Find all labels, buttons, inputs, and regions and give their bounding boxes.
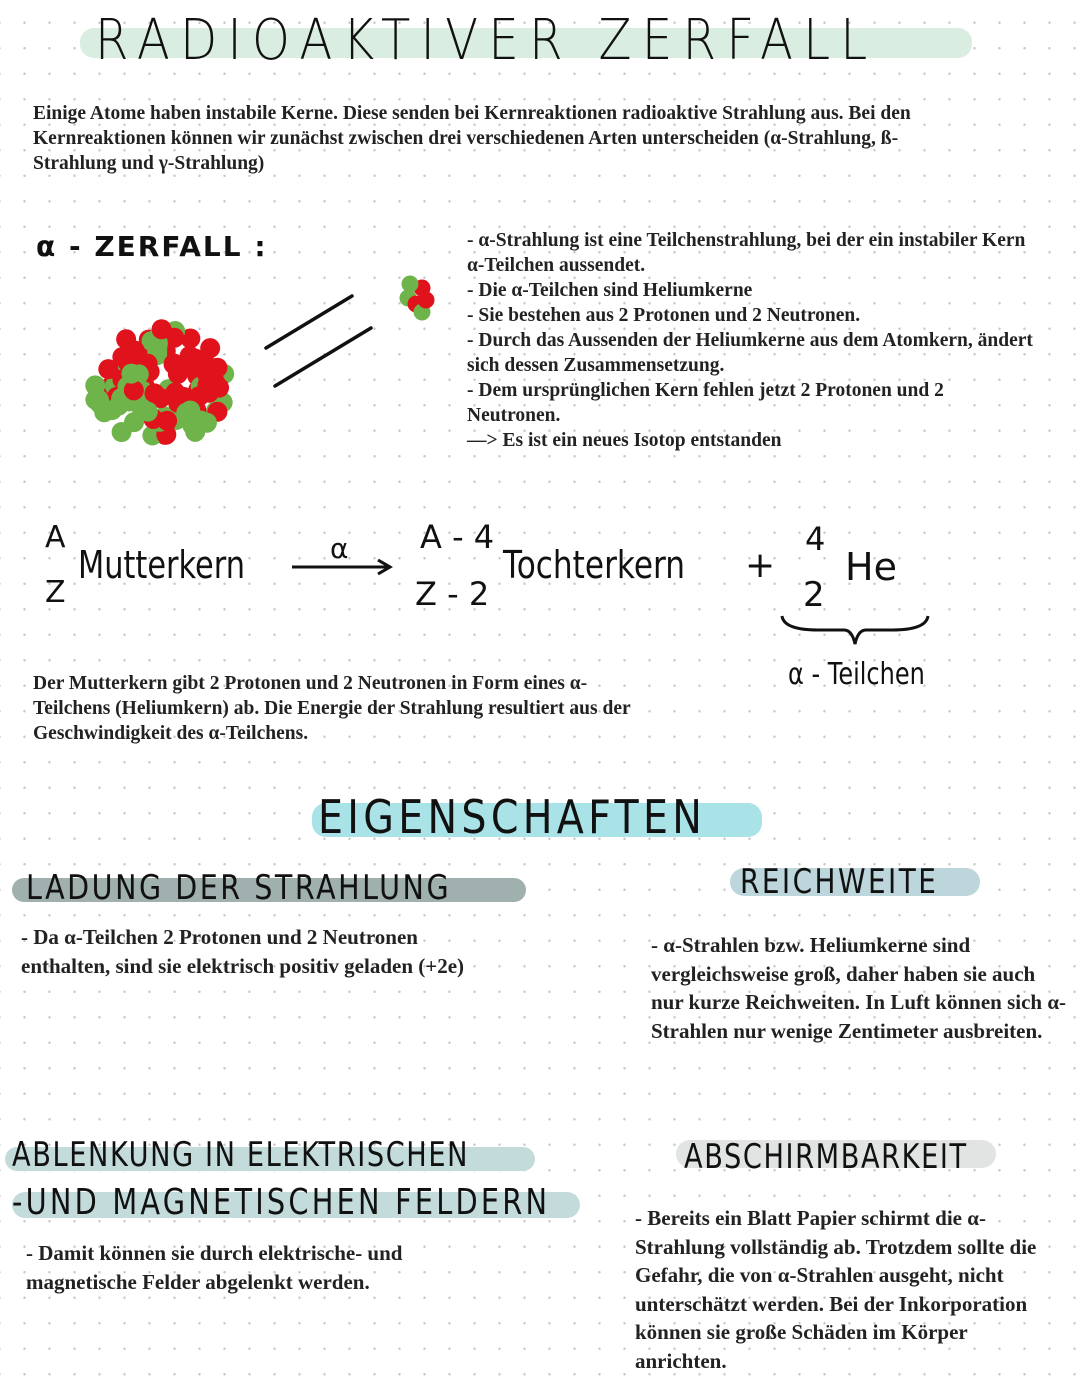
deflection-heading-line1: ABLENKUNG IN ELEKTRISCHEN xyxy=(12,1135,470,1175)
bullet: - Die α-Teilchen sind Heliumkerne xyxy=(467,280,753,301)
proton xyxy=(138,402,158,422)
arrow-label: α xyxy=(330,532,349,565)
properties-heading: EIGENSCHAFTEN xyxy=(318,790,707,844)
helium: He xyxy=(845,545,897,589)
range-heading: REICHWEITE xyxy=(740,862,939,902)
charge-heading: LADUNG DER STRAHLUNG xyxy=(26,868,452,908)
daughter-atomic-number: Z - 2 xyxy=(415,575,490,613)
deflection-text: - Damit können sie durch elektrische- und magnetische Felder abgelenkt werden. xyxy=(26,1241,403,1294)
proton xyxy=(125,341,145,361)
motion-line xyxy=(275,328,371,386)
plus-sign: + xyxy=(745,545,776,586)
proton xyxy=(185,422,205,442)
charge-text: - Da α-Teilchen 2 Protonen und 2 Neutronen enthalten, sind sie elektrisch positiv geladen (+2e) xyxy=(21,925,465,978)
alpha-particle-nucleon xyxy=(402,276,419,293)
proton xyxy=(94,402,114,422)
deflection-heading-line2: -UND MAGNETISCHEN FELDERN xyxy=(12,1182,551,1223)
shielding-text: - Bereits ein Blatt Papier schirmt die α-Strahlung vollständig ab. Trotzdem sollte die Gefahr, die von α-Strahlen ausgeht, nicht unterschätzt werden. Bei der Inkorporation können sie große Schäden im Körper anrichten. xyxy=(635,1206,1037,1373)
nucleus-illustration xyxy=(70,260,460,470)
motion-line xyxy=(266,296,352,348)
daughter-mass-number: A - 4 xyxy=(420,518,495,556)
bullet: - Durch das Aussenden der Heliumkerne aus dem Atomkern, ändert sich dessen Zusammensetzung. xyxy=(467,330,1033,376)
neutron xyxy=(180,353,200,373)
arrow-icon xyxy=(290,558,394,578)
alpha-heading: α - ZERFALL : xyxy=(36,230,268,263)
mother-mass-number: A xyxy=(45,520,66,555)
page-title: RADIOAKTIVER ZERFALL xyxy=(95,8,878,73)
he-mass-number: 4 xyxy=(805,520,826,558)
alpha-bullets xyxy=(467,228,1037,453)
neutron xyxy=(152,319,172,339)
range-text: - α-Strahlen bzw. Heliumkerne sind vergleichsweise groß, daher haben sie auch nur kurze Reichweiten. In Luft können sich α-Strahlen nur wenige Zentimeter ausbreiten. xyxy=(651,933,1067,1043)
neutron xyxy=(200,338,220,358)
alpha-particle-nucleon xyxy=(418,292,435,309)
bullet: - Sie bestehen aus 2 Protonen und 2 Neutronen. xyxy=(467,305,861,326)
proton xyxy=(204,376,224,396)
brace-icon xyxy=(778,612,933,648)
neutron xyxy=(121,364,141,384)
he-atomic-number: 2 xyxy=(803,575,825,615)
bullet: —> Es ist ein neues Isotop entstanden xyxy=(467,430,782,451)
mother-atomic-number: Z xyxy=(45,575,66,610)
daughter-nucleus: Tochterkern xyxy=(503,543,686,587)
equation-explanation: Der Mutterkern gibt 2 Protonen und 2 Neutronen in Form eines α-Teilchens (Heliumkern) ab. Die Energie der Strahlung resultiert aus der Geschwindigkeit des α-Teilchens. xyxy=(33,673,631,744)
bullet: - Dem ursprünglichen Kern fehlen jetzt 2 Protonen und 2 Neutronen. xyxy=(467,380,944,426)
shielding-heading: ABSCHIRMBARKEIT xyxy=(684,1137,968,1177)
mother-nucleus: Mutterkern xyxy=(78,543,245,587)
proton xyxy=(176,403,196,423)
intro-text: Einige Atome haben instabile Kerne. Diese senden bei Kernreaktionen radioaktive Strahlung aus. Bei den Kernreaktionen können wir zunächst zwischen drei verschiedenen Arten unterscheiden (α-Strahlung, ß-Strahlung und γ-Strahlung) xyxy=(33,103,911,174)
neutron xyxy=(112,422,132,442)
brace-label: α - Teilchen xyxy=(788,657,925,692)
bullet: - α-Strahlung ist eine Teilchenstrahlung, bei der ein instabiler Kern α-Teilchen aussendet. xyxy=(467,230,1026,276)
